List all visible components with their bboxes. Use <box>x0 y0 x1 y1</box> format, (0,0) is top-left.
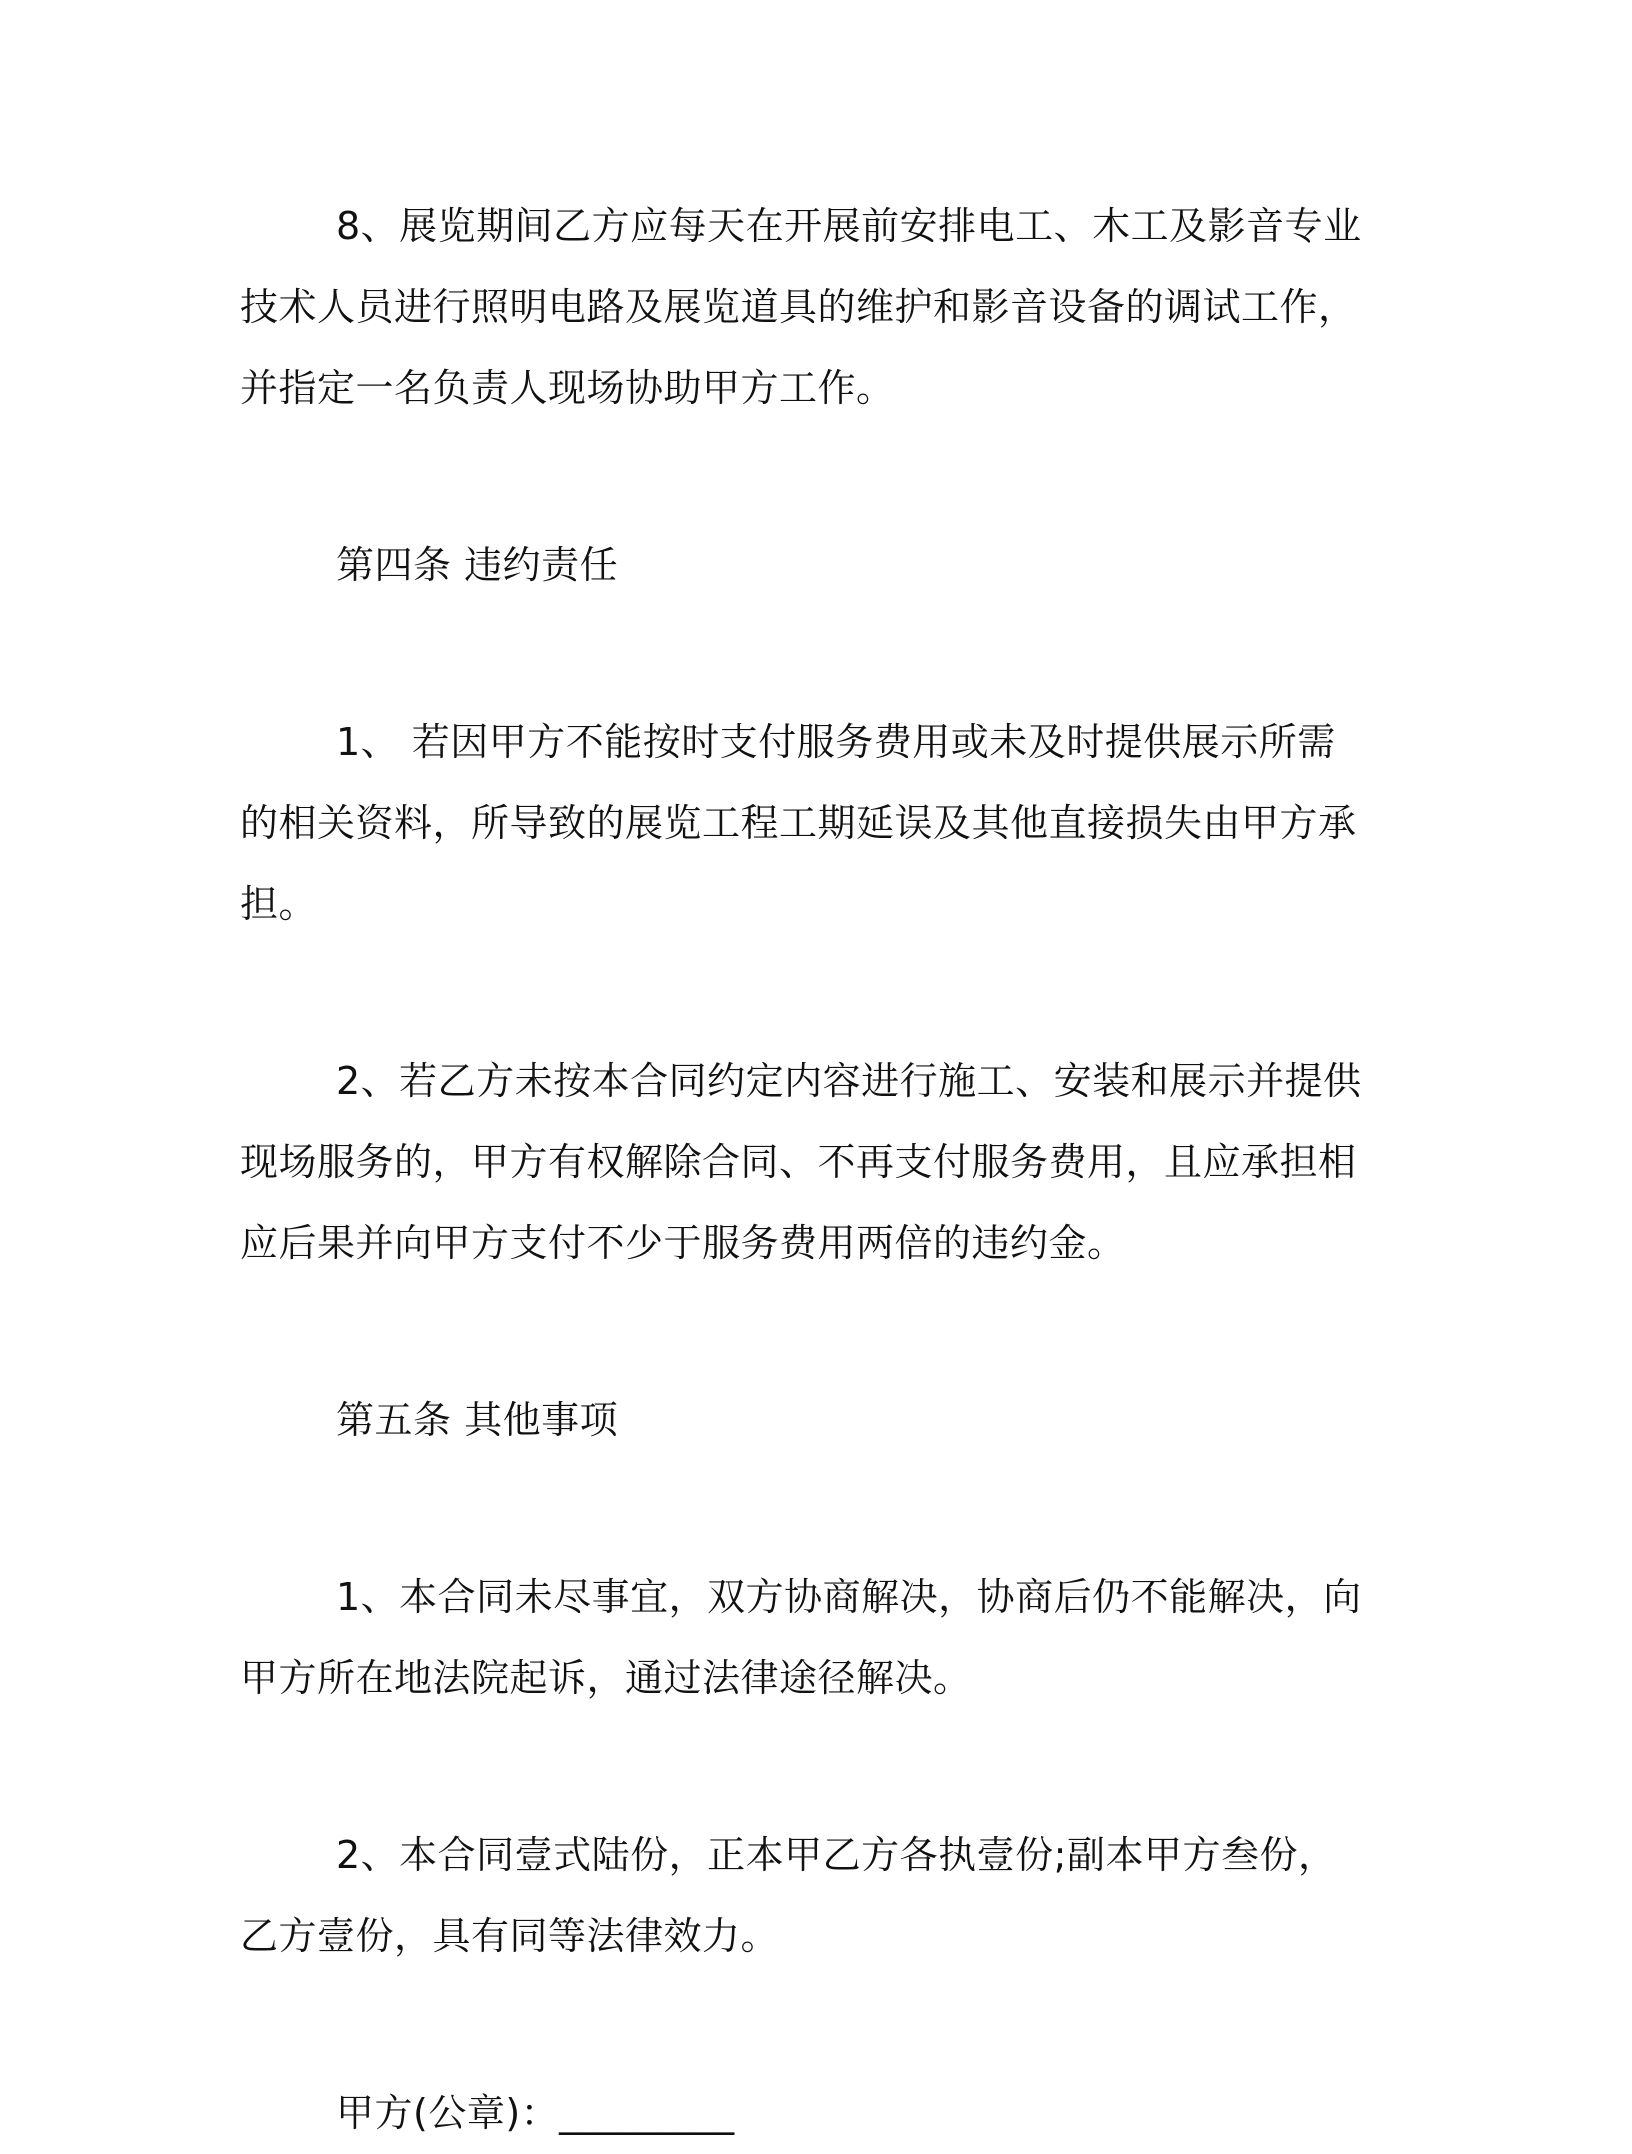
article-4-item-1: 1、 若因甲方不能按时支付服务费用或未及时提供展示所需的相关资料，所导致的展览工程工期延误及其他直接损失由甲方承担。 <box>240 720 1357 926</box>
article-4-item-2: 2、若乙方未按本合同约定内容进行施工、安装和展示并提供现场服务的，甲方有权解除合同、不再支付服务费用，且应承担相应后果并向甲方支付不少于服务费用两倍的违约金。 <box>240 1059 1362 1265</box>
article-5-heading: 第五条 其他事项 <box>336 1398 619 1442</box>
party-a-signature-line: 甲方(公章)：_________ <box>336 2091 735 2135</box>
article-5-item-1: 1、本合同未尽事宜，双方协商解决，协商后仍不能解决，向甲方所在地法院起诉，通过法律途径解决。 <box>240 1575 1362 1700</box>
article-4-heading: 第四条 违约责任 <box>336 543 619 587</box>
article-5-item-2: 2、本合同壹式陆份，正本甲乙方各执壹份;副本甲方叁份，乙方壹份，具有同等法律效力。 <box>240 1833 1337 1958</box>
clause-3-item-8: 8、展览期间乙方应每天在开展前安排电工、木工及影音专业技术人员进行照明电路及展览道具的维护和影音设备的调试工作，并指定一名负责人现场协助甲方工作。 <box>240 204 1362 410</box>
document-body <box>240 186 1372 2154</box>
